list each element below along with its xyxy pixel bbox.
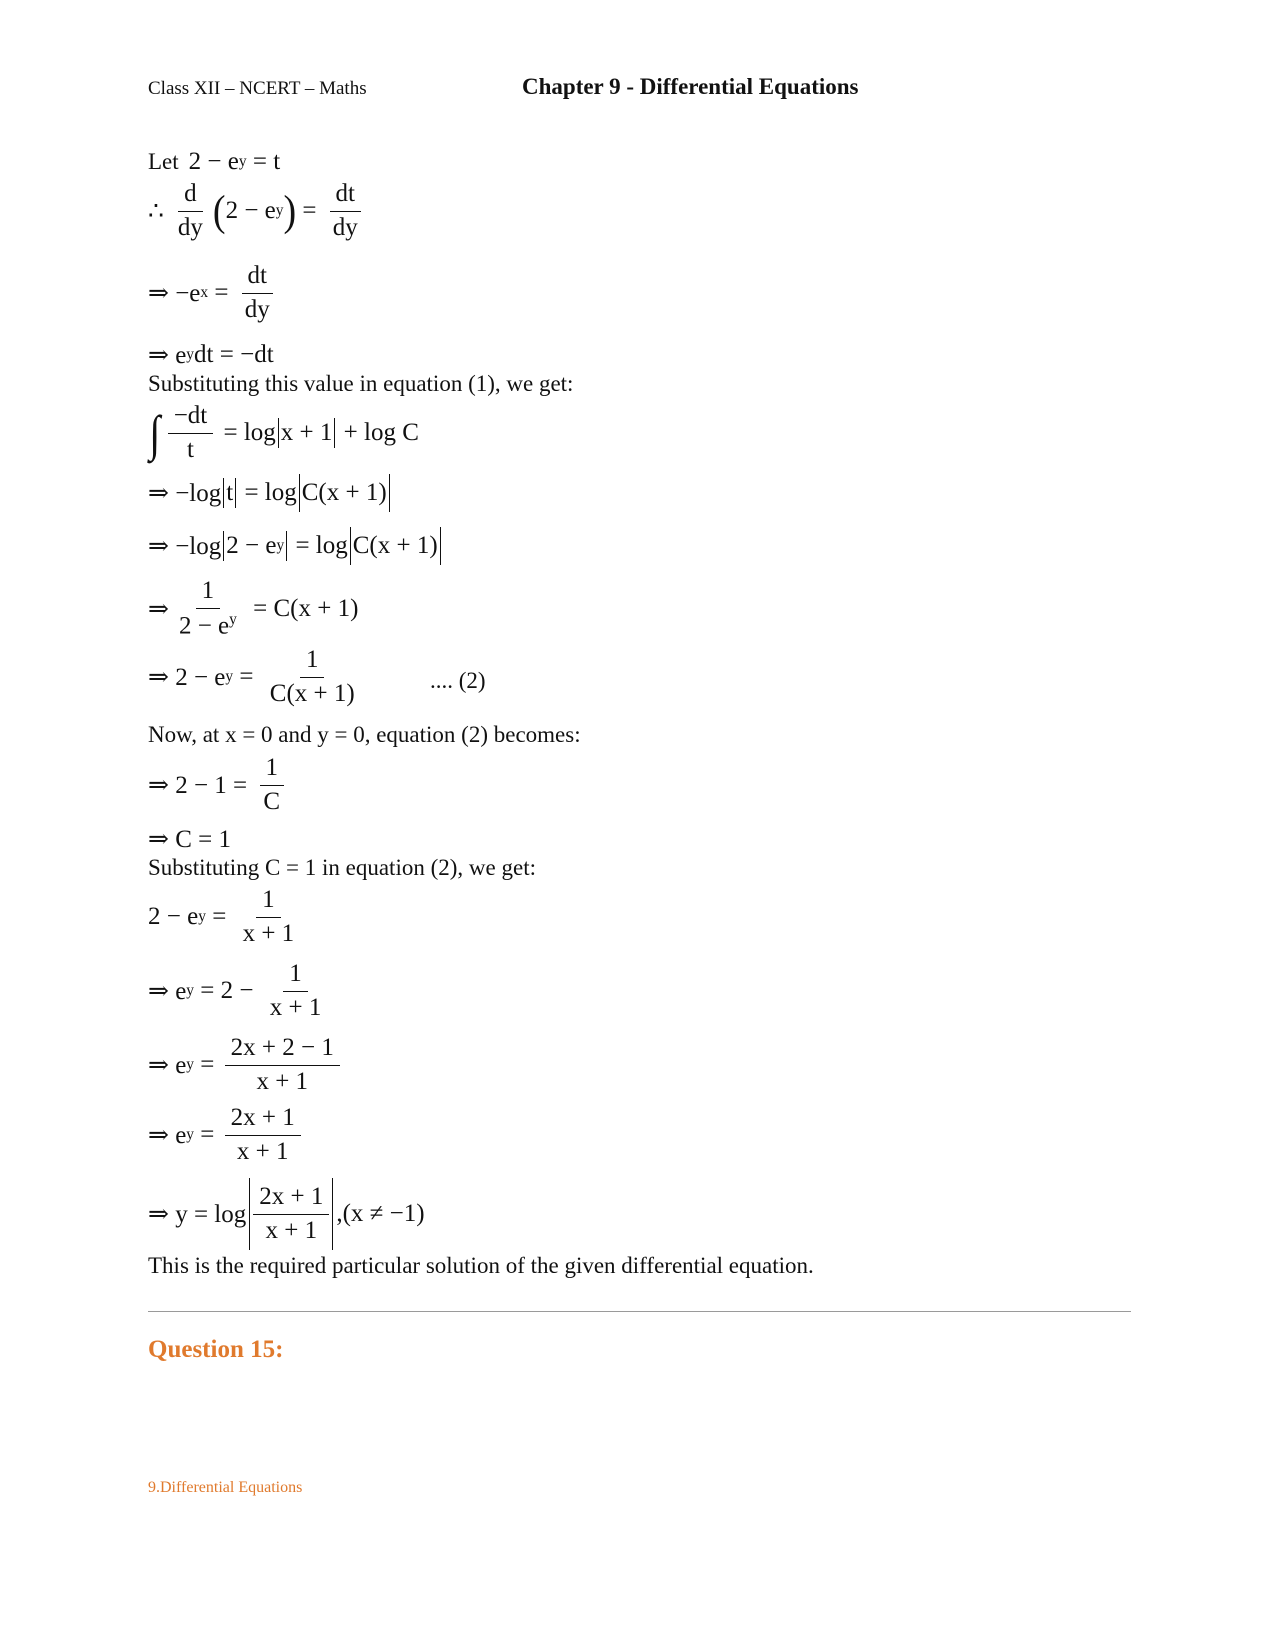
fraction-numerator: 1 (283, 960, 308, 992)
let-word: Let (148, 149, 179, 174)
step2-rhs: dt = −dt (194, 341, 274, 368)
abs-bar (286, 531, 287, 561)
abs-bar (440, 527, 441, 565)
math-line-l9 (148, 1034, 344, 1097)
fraction-one-over-x1 (237, 886, 301, 949)
int-rhs-abs: x + 1 (280, 419, 333, 447)
fraction-one-over-2-ey (173, 577, 243, 641)
math-line-derivative (148, 180, 368, 243)
l7-eq: = (205, 903, 233, 931)
fraction-numerator: 1 (260, 754, 285, 786)
fraction-numerator: dt (330, 180, 361, 212)
fraction-numerator: 2x + 2 − 1 (225, 1034, 340, 1066)
math-line-solution (148, 1178, 425, 1250)
step1-eq: = (208, 279, 235, 307)
abs-bar (223, 478, 224, 508)
fraction-numerator: 2x + 1 (225, 1104, 301, 1136)
den-expr: 2 − e (178, 612, 230, 640)
fraction-denominator: x + 1 (236, 1137, 289, 1165)
let-sup: y (238, 153, 247, 170)
math-line-eq2 (148, 646, 365, 709)
fraction-one-over-x1 (264, 960, 328, 1023)
math-line-c-equals-1: ⇒ C = 1 (148, 826, 231, 853)
l9-lhs: ⇒ e (148, 1052, 187, 1080)
fraction-denominator: dy (177, 213, 203, 241)
math-line-step2 (148, 340, 274, 370)
paren-expr: 2 − e (225, 197, 276, 225)
log1-a: ⇒ −log (148, 480, 222, 507)
step1-sup: x (200, 284, 209, 302)
step1-lhs: ⇒ −e (148, 280, 201, 308)
fraction-denominator: C (263, 787, 281, 815)
abs-bar (332, 1178, 333, 1250)
abs-bar (235, 478, 236, 508)
fraction-denominator: dy (244, 295, 270, 323)
l7-sup: y (198, 908, 206, 926)
int-rhs-log: = log (217, 419, 276, 447)
abs-bar (299, 474, 300, 512)
step2-sup: y (186, 346, 195, 363)
fraction-numerator: 1 (300, 646, 325, 678)
let-expr: 2 − e (188, 148, 239, 175)
log2-sup: y (276, 537, 285, 554)
math-line-l8 (148, 960, 331, 1023)
footer-chapter-label: 9.Differential Equations (148, 1479, 303, 1496)
abs-bar (249, 1178, 250, 1250)
abs-bar (223, 531, 224, 561)
fraction-one-over-c (257, 754, 286, 817)
fraction-denominator: dy (332, 213, 358, 241)
section-divider (148, 1311, 1131, 1312)
fraction-minus-dt-t (168, 402, 214, 465)
l9-eq: = (194, 1051, 221, 1079)
fraction-numerator: −dt (168, 402, 214, 434)
l9-sup: y (186, 1056, 195, 1074)
math-line-log2 (148, 527, 443, 565)
fraction-numerator: 1 (256, 886, 281, 918)
l10-sup: y (186, 1126, 195, 1144)
prose-substituting-1: Substituting this value in equation (1), we get: (148, 371, 574, 396)
fraction-numerator: 1 (196, 577, 221, 609)
log2-d: C(x + 1) (352, 532, 438, 559)
fraction-dt-dy (327, 180, 364, 243)
fraction-2x2-1-over-x1 (225, 1034, 340, 1097)
fraction-denominator: x + 1 (256, 1067, 309, 1095)
l8-sup: y (186, 982, 195, 1000)
reciprocal-rhs: = C(x + 1) (246, 594, 359, 622)
abs-bar (389, 474, 390, 512)
l11-rhs: ,(x ≠ −1) (336, 1200, 425, 1227)
equals: = (296, 197, 323, 225)
den-sup: y (229, 610, 237, 628)
math-line-reciprocal (148, 577, 358, 641)
fraction-denominator: x + 1 (242, 919, 295, 947)
log1-b: t (226, 479, 234, 506)
log2-a: ⇒ −log (148, 533, 222, 560)
math-line-integral (148, 402, 419, 465)
step2-lhs: ⇒ e (148, 342, 187, 369)
math-line-step1 (148, 262, 280, 325)
int-rhs-logc: + log C (337, 419, 419, 447)
paren-close: ) (283, 187, 297, 236)
fraction-2x1-over-x1 (225, 1104, 301, 1167)
header-class-label: Class XII – NCERT – Maths (148, 78, 367, 99)
l8-eq: = 2 − (194, 977, 260, 1005)
math-line-l7 (148, 886, 304, 949)
l11-lhs: ⇒ y = log (148, 1201, 247, 1228)
abs-bar (350, 527, 351, 565)
l10-eq: = (194, 1121, 221, 1149)
fraction-dt-dy (239, 262, 276, 325)
therefore-symbol: ∴ (148, 198, 164, 226)
arrow: ⇒ (148, 595, 169, 623)
l5-lhs: ⇒ 2 − 1 = (148, 772, 254, 800)
eq2-sup: y (225, 668, 234, 686)
fraction-numerator: 2x + 1 (253, 1183, 329, 1215)
l7-lhs: 2 − e (148, 903, 199, 931)
header-chapter-title: Chapter 9 - Differential Equations (522, 74, 859, 99)
eq2-eq: = (233, 663, 260, 691)
prose-conclusion: This is the required particular solution of the given differential equation. (148, 1253, 814, 1278)
abs-bar (334, 418, 335, 448)
log1-c: = log (238, 479, 297, 506)
log1-d: C(x + 1) (301, 479, 387, 506)
fraction-denominator: x + 1 (265, 1216, 318, 1244)
l8-lhs: ⇒ e (148, 978, 187, 1006)
fraction-denominator: x + 1 (269, 993, 322, 1021)
fraction-numerator: d (178, 180, 203, 212)
log2-b: 2 − e (226, 532, 277, 559)
math-line-log1 (148, 474, 392, 512)
log2-c: = log (289, 532, 348, 559)
abs-bar (278, 418, 279, 448)
fraction-2x1-over-x1 (253, 1183, 329, 1246)
prose-now-at: Now, at x = 0 and y = 0, equation (2) becomes: (148, 722, 581, 747)
eq2-lhs: ⇒ 2 − e (148, 664, 226, 692)
l10-lhs: ⇒ e (148, 1122, 187, 1150)
question-heading: Question 15: (148, 1336, 284, 1363)
equation-number-2: .... (2) (430, 668, 486, 693)
fraction-denominator: C(x + 1) (269, 679, 355, 707)
paren-open: ( (212, 187, 226, 236)
prose-substituting-c: Substituting C = 1 in equation (2), we get: (148, 855, 536, 880)
integral-sign: ∫ (149, 405, 161, 462)
fraction-numerator: dt (242, 262, 273, 294)
math-line-2-minus-1 (148, 754, 290, 817)
fraction-one-over-cx1 (264, 646, 361, 709)
fraction-denominator: t (187, 435, 194, 463)
paren-sup: y (275, 202, 284, 220)
fraction-d-dy (172, 180, 209, 243)
math-line-let (148, 148, 280, 176)
let-rhs: = t (246, 148, 281, 175)
math-line-l10 (148, 1104, 305, 1167)
fraction-denominator (173, 609, 243, 641)
